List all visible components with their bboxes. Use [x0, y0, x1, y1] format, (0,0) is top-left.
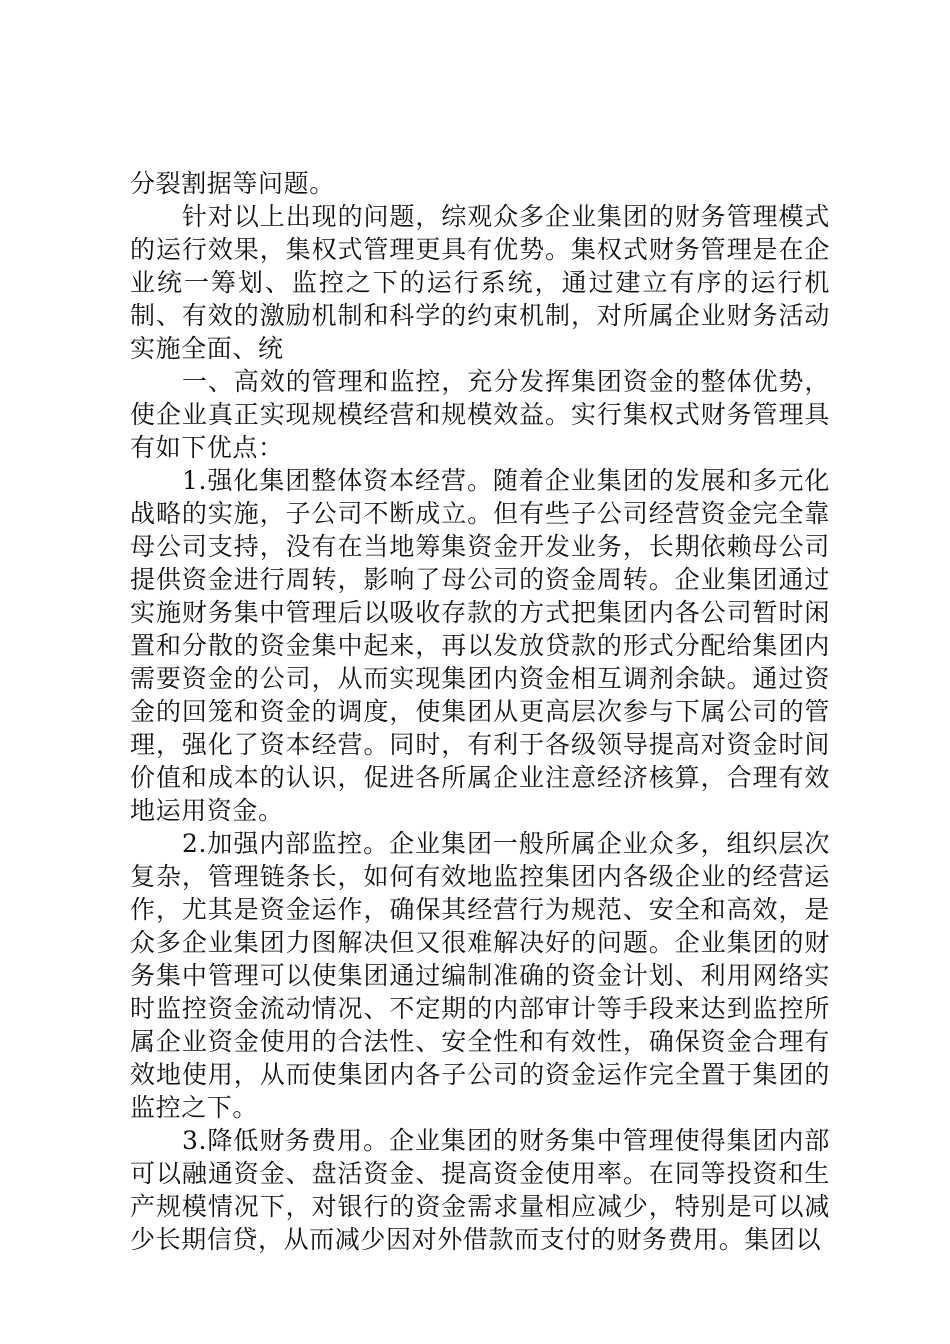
- paragraph-intro: 针对以上出现的问题，综观众多企业集团的财务管理模式的运行效果，集权式管理更具有优势。集权式财务管理是在企业统一筹划、监控之下的运行系统，通过建立有序的运行机制、有效的激励机制和科学的约束机制，对所属企业财务活动实施全面、统: [130, 202, 830, 363]
- document-body: [130, 167, 830, 1256]
- paragraph-advantages: 一、高效的管理和监控，充分发挥集团资金的整体优势，使企业真正实现规模经营和规模效益。实行集权式财务管理具有如下优点：: [130, 367, 830, 462]
- paragraph-continuation: 分裂割据等问题。: [130, 169, 335, 198]
- paragraph-point-3: 3.降低财务费用。企业集团的财务集中管理使得集团内部可以融通资金、盘活资金、提高资金使用率。在同等投资和生产规模情况下，对银行的资金需求量相应减少，特别是可以减少长期信贷，从而减少因对外借款而支付的财务费用。集团以: [130, 1126, 830, 1254]
- paragraph-point-2: 2.加强内部监控。企业集团一般所属企业众多，组织层次复杂，管理链条长，如何有效地监控集团内各级企业的经营运作，尤其是资金运作，确保其经营行为规范、安全和高效，是众多企业集团力图解决但又很难解决好的问题。企业集团的财务集中管理可以使集团通过编制准确的资金计划、利用网络实时监控资金流动情况、不定期的内部审计等手段来达到监控所属企业资金使用的合法性、安全性和有效性，确保资金合理有效地使用，从而使集团内各子公司的资金运作完全置于集团的监控之下。: [130, 829, 830, 1122]
- paragraph-point-1: 1.强化集团整体资本经营。随着企业集团的发展和多元化战略的实施，子公司不断成立。但有些子公司经营资金完全靠母公司支持，没有在当地筹集资金开发业务，长期依赖母公司提供资金进行周转，影响了母公司的资金周转。企业集团通过实施财务集中管理后以吸收存款的方式把集团内各公司暂时闲置和分散的资金集中起来，再以发放贷款的形式分配给集团内需要资金的公司，从而实现集团内资金相互调剂余缺。通过资金的回笼和资金的调度，使集团从更高层次参与下属公司的管理，强化了资本经营。同时，有利于各级领导提高对资金时间价值和成本的认识，促进各所属企业注意经济核算，合理有效地运用资金。: [130, 466, 830, 825]
